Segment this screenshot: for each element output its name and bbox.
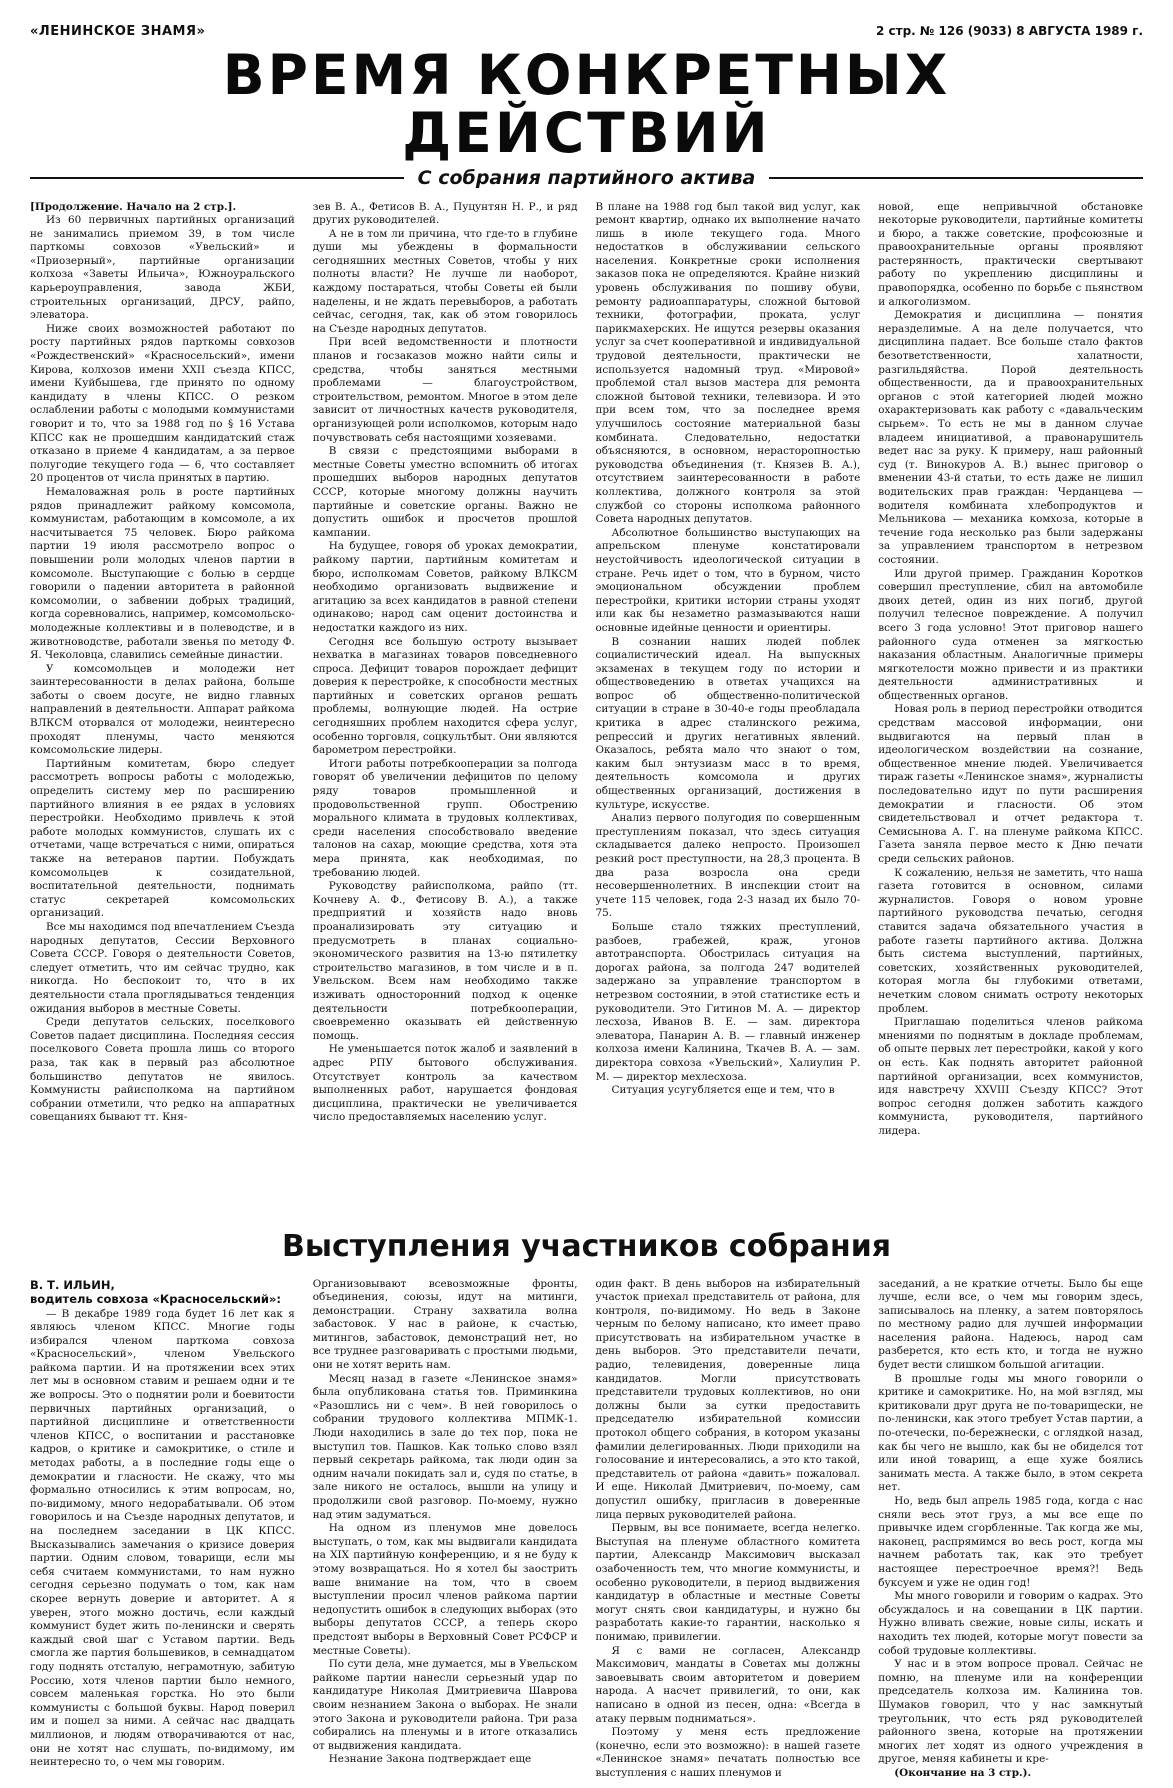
rule-right [769, 177, 1143, 179]
paragraph: зев В. А., Фетисов В. А., Пуцунтян Н. Р., и ряд других руководителей. [312, 200, 578, 227]
paragraph: Сегодня все большую остроту вызывает нехватка в магазинах товаров повседневного спроса. Дефицит товаров порождает дефицит доверия к перестройке, к способности местных партийных и советских органов решать проблемы, волнующие людей. На острие сегодняшних проблем находится сфера услуг, особенно торговля, соцкультбыт. Они являются барометром перестройки. [312, 635, 578, 757]
paragraph: Мы много говорили и говорим о кадрах. Это обсуждалось и на совещании в ЦК партии. Нужно вливать свежие, новые силы, искать и находить тех людей, которые могут повести за собой трудовые коллективы. [878, 1590, 1143, 1657]
paragraph: При всей ведомственности и плотности планов и госзаказов можно найти силы и средства, чтобы заняться местными проблемами — благоустройством, строительством, ремонтом. Многое в этом деле зависит от личностных качеств руководителя, организующей роли исполкомов, которым надо почувствовать себя настоящими хозяевами. [312, 336, 578, 444]
paragraph: — В декабре 1989 года будет 16 лет как я являюсь членом КПСС. Многие годы избирался членом парткома совхоза «Красносельский», членом Увельского райкома партии. И на протяжении всех этих лет мы в основном ставим и решаем одни и те же вопросы. Это о поднятии роли и боевитости первичных партийных организаций, о партийной дисциплине и ответственности членов КПСС, о воспитании и расстановке кадров, о критике и самокритике, о стиле и методах работы, а в последние годы еще о демократии и гласности. Не скажу, что мы формально относились к этим вопросам, но, по-видимому, много недорабатывали. Об этом говорилось и на Съезде народных депутатов, и на последнем заседании в ЦК КПСС. Высказывались замечания о кризисе доверия партии. Одним словом, товарищи, если мы себя считаем коммунистами, то нам нужно сегодня серьезно подумать о том, как нам скорее вернуть доверие и авторитет. А я уверен, этого можно достичь, если каждый коммунист будет жить по-ленински и сверять каждый свой шаг с Уставом партии. Ведь смогла же партия большевиков, в семнадцатом году поднять отсталую, неграмотную, забитую Россию, хотя членов партии было немного, совсем маленькая горстка. Но это были коммунисты с большой буквы. Народ поверил им и пошел за ними. А сейчас нас двадцать миллионов, и людям отворачиваются от нас, они не хотят нас слушать, по-видимому, им неинтересно то, о чем мы говорим. [30, 1307, 295, 1769]
paragraph: Месяц назад в газете «Ленинское знамя» была опубликована статья тов. Приминкина «Разошлись ни с чем». В ней говорилось о собрании трудового коллектива МПМК-1. Люди находились в зале до тех пор, пока не выступил тов. Пашков. Как только слово взял первый секретарь райкома, так люди один за одним начали покидать зал и, судя по статье, в зале никого не осталось, вышли на улицу и продолжили свой разговор. По-моему, нужно над этим задуматься. [312, 1372, 578, 1521]
article1-column-1 [30, 201, 295, 1213]
article2-column-2 [313, 1278, 578, 1788]
paragraph: А не в том ли причина, что где-то в глубине души мы убеждены в формальности сегодняшних местных Советов, чтобы у них полноты власти? Не лучше ли наоборот, каждому постараться, чтобы Советы ей были наделены, и не ждать перевыборов, а работать сейчас, сегодня, так, как об этом говорилось на Съезде народных депутатов. [312, 227, 578, 335]
issue-info: 2 стр. № 126 (9033) 8 АВГУСТА 1989 г. [875, 24, 1143, 38]
paragraph: У комсомольцев и молодежи нет заинтересованности в делах района, больше заботы о своем досуге, не видно главных направлений в деятельности. Аппарат райкома ВЛКСМ оторвался от молодежи, неинтересно проходят пленумы, часто меняются комсомольские лидеры. [30, 662, 295, 757]
article1-column-3 [596, 201, 861, 1213]
paragraph: Новая роль в период перестройки отводится средствам массовой информации, они выдвигаются на первый план в идеологическом воздействии на сознание, общественное мнение людей. Увеличивается тираж газеты «Ленинское знамя», журналисты последовательно идут по пути расширения демократии и гласности. Об этом свидетельствовал и отчет редактора т. Семисынова А. Г. на пленуме райкома КПСС. Газета заняла первое место к Дню печати среди сельских районов. [878, 703, 1143, 865]
paragraph: Руководству райисполкома, райпо (тт. Кочневу А. Ф., Фетисову В. А.), а также предприятий и хозяйств надо вновь проанализировать эту ситуацию и предусмотреть в планах социально-экономического развития на 13-ю пятилетку строительство магазинов, в том числе и в п. Увельском. Всем нам необходимо также изживать односторонний подход к оценке деятельности потребкооперации, своевременно оказывать ей действенную помощь. [312, 880, 578, 1042]
paragraph: Я с вами не согласен, Александр Максимович, мандаты в Советах мы должны завоевывать своим авторитетом и доверием народа. А насчет привилегий, то они, как написано в одной из песен, одна: «Всегда в атаку первым подниматься». [595, 1644, 861, 1725]
page-header [30, 24, 1143, 39]
paragraph: Среди депутатов сельских, поселкового Советов падает дисциплина. Последняя сессия поселкового Совета прошла лишь со второго раза, так как в первый раз абсолютное большинство депутатов не явилось. Коммунисты райисполкома на партийном собрании отметили, что редко на аппаратных совещаниях бывают тт. Кня- [30, 1016, 295, 1124]
paragraph: один факт. В день выборов на избирательный участок приехал представитель от района, для контроля, по-видимому. Но ведь в Законе черным по белому написано, кто имеет право присутствовать на избирательном участке в день выборов. Это представители печати, радио, телевидения, доверенные лица кандидатов. Могли присутствовать представители трудовых коллективов, но они должны были за сутки предоставить председателю избирательной комиссии протокол общего собрания, в котором указаны фамилии делегированных. Люди приходили на голосование и интересовались, а это кто такой, представитель от района «давить» пожаловал. И еще. Николай Дмитриевич, по-моему, сам допустил ошибку, пригласив в доверенные лица первых руководителей района. [595, 1277, 861, 1521]
subheadline: С собрания партийного актива [417, 166, 756, 189]
subheadline-rule [30, 167, 1143, 189]
paragraph: Первым, вы все понимаете, всегда нелегко. Выступая на пленуме областного комитета партии, Александр Максимович высказал озабоченность тем, что многие коммунисты, и особенно руководители, в период выдвижения кандидатур в областные и местные Советы могут снять свои кандидатуры, и нужно бы разработать какие-то гарантии, насколько я понимаю, привилегии. [595, 1522, 861, 1643]
main-headline: ВРЕМЯ КОНКРЕТНЫХ ДЕЙСТВИЙ [222, 43, 951, 165]
paragraph: На будущее, говоря об уроках демократии, райкому партии, партийным комитетам и бюро, исполкомам Советов, райкому ВЛКСМ необходимо организовать выдвижение и агитацию за всех кандидатов в равной степени одинаково; народ сам оценит достоинства и недостатки каждого из них. [312, 540, 578, 634]
paragraph: В сознании наших людей поблек социалистический идеал. На выпускных экзаменах в текущем году по истории и обществоведению в ответах учащихся на вопрос об общественно-политической ситуации в стране в 30-40-е годы преобладала критика в адрес сталинского режима, репрессий и других негативных явлений. Оказалось, ребята мало что знают о том, каким был энтузиазм масс в то время, деятельность комсомола и других общественных организаций, достижения в культуре, искусстве. [595, 635, 861, 811]
article2-columns [30, 1278, 1143, 1788]
speaker-role: водитель совхоза «Красносельский»: [30, 1291, 282, 1306]
paragraph: В связи с предстоящими выборами в местные Советы уместно вспомнить об итогах прошедших выборов народных депутатов СССР, которые многому должны научить партийные и советские органы. Важно не допустить ошибок и просчетов прошлой кампании. [312, 445, 578, 539]
paragraph: Приглашаю поделиться членов райкома мнениями по поднятым в докладе проблемам, об опыте первых лет перестройки, какой у кого он есть. Как поднять авторитет районной партийной организации, всех коммунистов, идя навстречу XXVIII Съезду КПСС? Этот вопрос сегодня должен заботить каждого коммуниста, руководителя, партийного лидера. [878, 1016, 1143, 1137]
speaker-name: В. Т. ИЛЬИН, [30, 1277, 115, 1292]
paragraph: Больше стало тяжких преступлений, разбоев, грабежей, краж, угонов автотранспорта. Обострилась ситуация на дорогах района, за полгода 247 водителей задержано за управление транспортом в нетрезвом состоянии, в этой статистике есть и руководители. Это Гитинов М. А. — директор лесхоза, Иванов В. Е. — зам. директора элеватора, Панарин А. В. — главный инженер колхоза имени Калинина, Ткачев В. А. — зам. директора совхоза «Увельский», Халиулин Р. М. — директор мехлесхоза. [595, 920, 861, 1083]
masthead: «ЛЕНИНСКОЕ ЗНАМЯ» [30, 24, 206, 39]
paragraph: В прошлые годы мы много говорили о критике и самокритике. Но, на мой взгляд, мы критиковали друг друга не по-товарищески, не по-ленински, как этого требует Устав партии, а по-отечески, по-бережнески, с оглядкой назад, как бы чего не вышло, как бы не обиделся тот или иной товарищ, а еще хуже боялись занимать места. А также было, в этом секрета нет. [878, 1372, 1143, 1494]
paragraph: Поэтому у меня есть предложение (конечно, если это возможно): в нашей газете «Ленинское знамя» печатать полностью все выступления с наших пленумов и [595, 1726, 861, 1779]
article2-column-1 [30, 1278, 295, 1788]
article1-columns [30, 201, 1143, 1213]
paragraph: Но, ведь был апрель 1985 года, когда с нас сняли весь этот груз, а мы все еще по привычке идем сгорбленные. Так когда же мы, наконец, распрямимся во весь рост, когда мы начнем работать так, как это требует настоящее перестроечное время?! Ведь буксуем и уже не один год! [878, 1495, 1143, 1589]
rule-left [30, 177, 404, 179]
paragraph: Из 60 первичных партийных организаций не занимались приемом 39, в том числе парткомы совхозов «Увельский» и «Приозерный», партийные организации колхоза «Заветы Ильича», Южноуральского карьероуправления, завода ЖБИ, строительных организаций, ДРСУ, райпо, элеватора. [30, 214, 295, 322]
paragraph: Не уменьшается поток жалоб и заявлений в адрес РПУ бытового обслуживания. Отсутствует контроль за качеством выполненных работ, нарушается фондовая дисциплина, практически не увеличивается число предоставляемых населению услуг. [312, 1043, 578, 1124]
paragraph: Или другой пример. Гражданин Коротков совершил преступление, сбил на автомобиле двоих детей, один из них погиб, другой получил телесное повреждение. А получил всего 3 года условно! Этот приговор нашего районного суда отменен за мягкостью наказания областным. Аналогичные примеры мягкотелости можно привести и из практики деятельности административных и общественных органов. [878, 567, 1143, 702]
paragraph: Демократия и дисциплина — понятия неразделимые. А на деле получается, что дисциплина падает. Все больше стало фактов безответственности, халатности, разгильдяйства. Порой деятельность общественности, да и правоохранительных органов с этой категорией людей можно охарактеризовать как работу с «давальческим сырьем». То есть не мы в данном случае владеем инициативой, а правонарушитель ведет нас за руку. К примеру, наш районный суд (т. Винокуров А. В.) вынес приговор о вменении 43-й статьи, то есть даже не лишил водительских прав граждан: Черданцева — водителя комбината хлебопродуктов и Мельникова — механика комхоза, которые в течение года несколько раз были задержаны за управлением транспортом в нетрезвом состоянии. [878, 309, 1143, 566]
section2-headline: Выступления участников собрания [281, 1228, 891, 1264]
article2-column-4 [878, 1278, 1143, 1788]
paragraph: Незнание Закона подтверждает еще [328, 1753, 532, 1766]
paragraph: (Окончание на 3 стр.). [894, 1766, 1032, 1779]
article1-column-4 [878, 201, 1143, 1213]
paragraph: заседаний, а не краткие отчеты. Было бы еще лучше, если все, о чем мы говорим здесь, записывалось на пленку, а затем повторялось по местному радио для лучшей информации населения района. Надеюсь, народ сам разберется, кто есть кто, и тогда не нужно будет вести слишком большой агитации. [878, 1277, 1143, 1372]
paragraph: новой, еще непривычной обстановке некоторые руководители, партийные комитеты и бюро, а также советские, профсоюзные и правоохранительные органы проявляют растерянность, практически свертывают работу по укреплению дисциплины и правопорядка, особенно по борьбе с пьянством и алкоголизмом. [878, 200, 1143, 308]
paragraph: Ниже своих возможностей работают по росту партийных рядов парткомы совхозов «Рождественский» «Красносельский», имени Кирова, колхозов имени XXII съезда КПСС, имени Куйбышева, где принято по одному кандидату в члены КПСС. О резком ослаблении работы с молодыми коммунистами говорит и то, что за 1988 год по § 16 Устава КПСС как не прошедшим кандидатский стаж отказано в приеме 4 кандидатам, а за первое полугодие текущего года — 6, что составляет 20 процентов от числа принятых в партию. [30, 322, 295, 485]
paragraph: Организовывают всевозможные фронты, объединения, союзы, идут на митинги, демонстрации. Страну захватила волна забастовок. У нас в районе, к счастью, митингов, забастовок, демонстраций нет, но все труднее разговаривать с простыми людьми, они не хотят верить нам. [312, 1277, 578, 1372]
paragraph: К сожалению, нельзя не заметить, что наша газета готовится в основном, силами журналистов. Говоря о новом уровне партийного руководства печатью, сегодня ставится задача обязательного участия в работе газеты партийного актива. Должна быть система выступлений, партийных, советских, хозяйственных руководителей, которая могла бы глубокими ответами, нечетким словом снимать остроту некоторых проблем. [878, 866, 1143, 1015]
article1-column-2 [313, 201, 578, 1213]
paragraph: [Продолжение. Начало на 2 стр.]. [30, 200, 237, 213]
paragraph: Анализ первого полугодия по совершенным преступлениям показал, что здесь ситуация складывается далеко непросто. Произошел резкий рост преступности, на 28,3 процента. В два раза возросла она среди несовершеннолетних. В инспекции стоит на учете 115 человек, года 2-3 назад их было 70-75. [595, 812, 861, 920]
paragraph: Партийным комитетам, бюро следует рассмотреть вопросы работы с молодежью, определить систему мер по расширению партийного влияния в ее рядах в условиях перестройки. Необходимо привлечь к этой работе молодых коммунистов, слушать их с отчетами, чаще встречаться с ними, опираться также на ветеранов партии. Побуждать комсомольцев к созидательной, воспитательной деятельности, поднимать статус секретарей комсомольских организаций. [30, 757, 295, 920]
paragraph: Итоги работы потребкооперации за полгода говорят об увеличении дефицитов по целому ряду товаров промышленной и продовольственной групп. Обострению морального климата в трудовых коллективах, среди населения способствовало введение талонов на сахар, моющие средства, хотя эта мера принята, как необходимая, по требованию людей. [312, 757, 578, 879]
paragraph: Ситуация усугубляется еще и тем, что в [611, 1084, 835, 1097]
paragraph: На одном из пленумов мне довелось выступать, о том, как мы выдвигали кандидата на XIX партийную конференцию, и я не буду к этому возвращаться. Но я хотел бы заострить ваше внимание на том, что в своем выступлении просил членов райкома партии недопустить ошибок в следующих выборах (это выборы депутатов СССР, а теперь скоро предстоят выборы в Верховный Совет РСФСР и местные Советы). [312, 1522, 578, 1657]
paragraph: У нас и в этом вопросе провал. Сейчас не помню, на пленуме или на конференции председатель колхоза им. Калинина тов. Шумаков говорил, что у нас замкнутый треугольник, что есть ряд руководителей районного звена, которые на протяжении многих лет ходят из одного учреждения в другое, меняя кабинеты и кре- [878, 1658, 1143, 1766]
article2-column-3 [596, 1278, 861, 1788]
paragraph: Абсолютное большинство выступающих на апрельском пленуме констатировали неустойчивость идеологической ситуации в стране. Речь идет о том, что в бурном, чисто эмоциональном обсуждении проблем перестройки, критики истории страны уходят или как бы незаметно размазываются наши основные идейные ценности и ориентиры. [595, 526, 861, 634]
paragraph: Немаловажная роль в росте партийных рядов принадлежит райкому комсомола, коммунистам, работающим в комсомоле, а их насчитывается 75 человек. Бюро райкома партии 19 июля рассмотрело вопрос о повышении роли молодых членов партии в комсомоле. Выступающие с болью в сердце говорили о падении авторитета в районной комсомолии, о забвении добрых традиций, когда соревновались, например, комсомольско-молодежные коллективы и в полеводстве, и в животноводстве, работали звенья по методу Ф. Я. Чеколовца, славились семейные династии. [30, 485, 295, 662]
paragraph: По сути дела, мне думается, мы в Увельском райкоме партии нанесли серьезный удар по кандидатуре Николая Дмитриевича Шаврова своим незнанием Закона о выборах. Не знали этого Закона и руководители района. Три раза собирались на пленумы и в итоге отказались от выдвижения кандидата. [312, 1658, 578, 1752]
paragraph: В плане на 1988 год был такой вид услуг, как ремонт квартир, однако их выполнение начато лишь в июле текущего года. Много недостатков в обслуживании сельского населения. Конкретные сроки исполнения заказов пока не определяются. Крайне низкий уровень обслуживания по пошиву обуви, ремонту радиоаппаратуры, сложной бытовой техники, фотографии, проката, услуг парикмахерских. Не ищутся резервы оказания услуг за счет кооперативной и индивидуальной трудовой деятельности, практически не используется надомный труд. «Мировой» проблемой стал вызов мастера для ремонта сложной бытовой техники, телевизора. И это при всем том, что за последнее время улучшилось состояние материальной базы комбината. Следовательно, недостатки объясняются, в основном, нерасторопностью руководства объединения (т. Князев В. А.), отсутствием заинтересованности в работе коллектива, должного контроля за этой службой со стороны исполкома районного Совета народных депутатов. [595, 200, 861, 526]
paragraph: Все мы находимся под впечатлением Съезда народных депутатов, Сессии Верховного Совета СССР. Говоря о деятельности Советов, следует отметить, что им сейчас трудно, как никогда. Но беспокоит то, что в их деятельности стала проглядываться тенденция ожидания выборов в местные Советы. [30, 920, 295, 1015]
